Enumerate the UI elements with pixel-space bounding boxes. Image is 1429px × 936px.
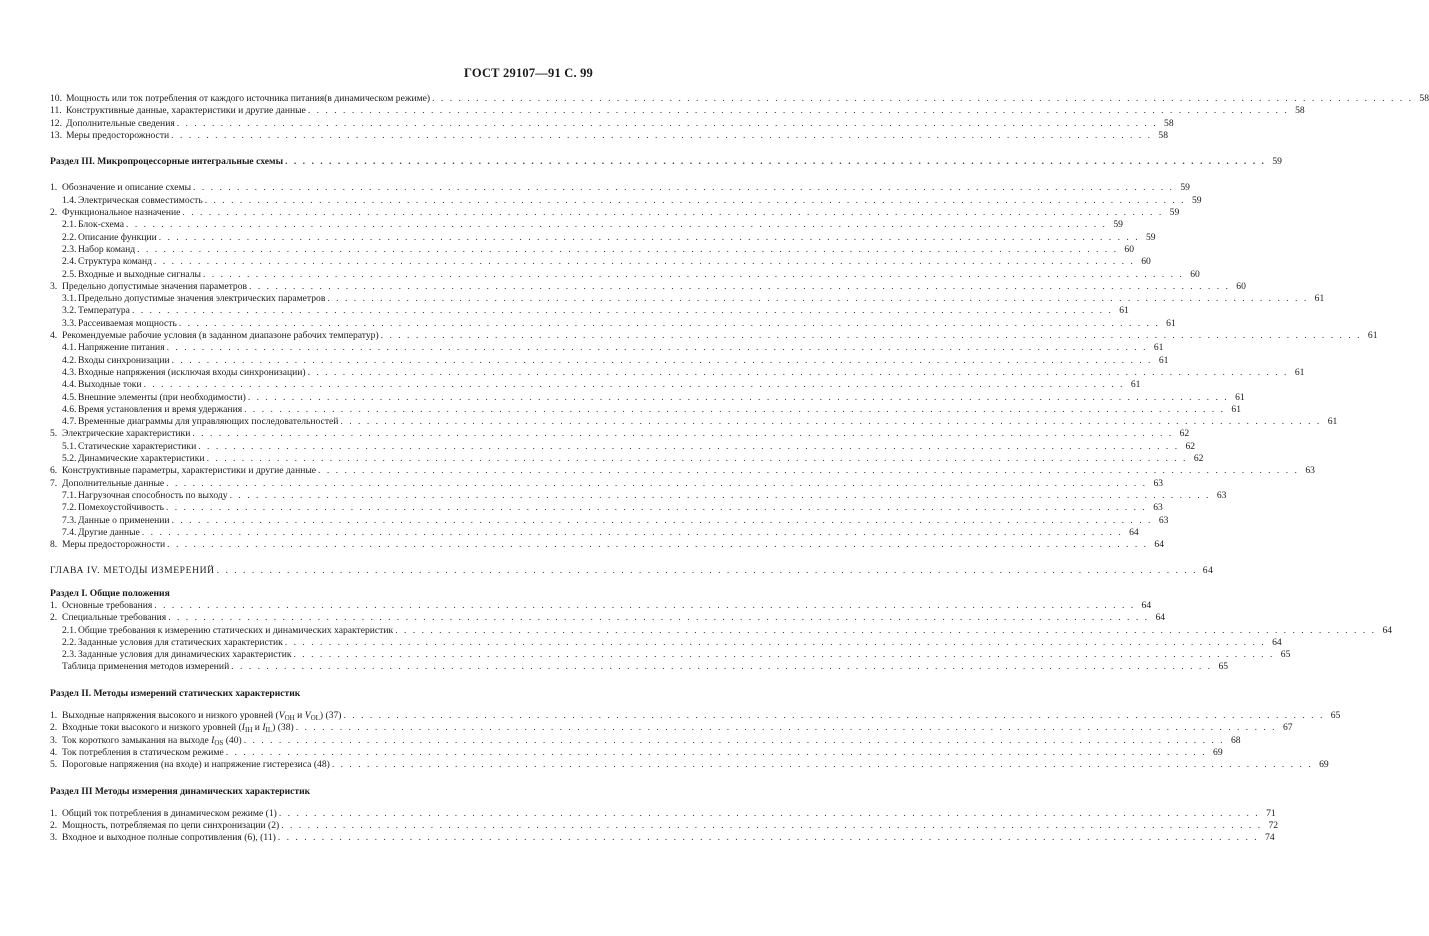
toc-entry-title: Общие требования к измерению статических и динамических характеристик — [78, 624, 394, 636]
toc-page-number: 59 — [1146, 231, 1156, 243]
toc-entry-number: 12. — [50, 117, 62, 129]
toc-section-heading — [50, 156, 1282, 168]
toc-leader-dots — [132, 305, 1113, 317]
toc-leader-dots — [172, 355, 1153, 367]
toc-leader-dots — [168, 612, 1149, 624]
toc-leader-dots — [318, 465, 1299, 477]
toc-entry-number: 4.7. — [62, 416, 77, 428]
toc-entry-number: 13. — [50, 129, 62, 141]
toc-entry-title: Предельно допустимые значения электрических параметров — [78, 293, 326, 305]
toc-entry-title: Основные требования — [62, 599, 153, 611]
variable-symbol: I — [262, 722, 266, 734]
toc-page-number: 61 — [1166, 317, 1176, 329]
toc-page-number: 64 — [1202, 565, 1214, 577]
subscript: IH — [245, 726, 253, 735]
toc-leader-dots — [207, 453, 1188, 465]
toc-entry-title: Заданные условия для статических характеристик — [78, 636, 283, 648]
toc-page-number: 74 — [1265, 832, 1275, 844]
toc-entry-number: 2.2. — [62, 231, 77, 243]
toc-entry — [50, 759, 1329, 771]
toc-entry — [50, 477, 1164, 490]
toc-entry-title: Входы синхронизации — [78, 354, 170, 366]
toc-entry-title — [62, 747, 224, 759]
toc-entry — [50, 93, 1429, 105]
toc-page-number: 61 — [1130, 379, 1141, 391]
toc-entry-title: Таблица применения методов измерений — [62, 661, 230, 673]
toc-entry-number: 4.4. — [62, 379, 77, 391]
toc-entry-title: Дополнительные данные — [62, 477, 165, 489]
toc-page-number: 58 — [1164, 117, 1174, 129]
toc-page-number: 60 — [1236, 280, 1246, 292]
toc-page-number: 58 — [1158, 129, 1169, 141]
toc-entry-title: Специальные требования — [62, 612, 167, 624]
toc-page-number: 61 — [1314, 293, 1325, 305]
toc-leader-dots — [177, 118, 1158, 130]
toc-page-number: 63 — [1305, 465, 1315, 477]
toc-entry — [50, 403, 1241, 416]
toc-entry-title: Временные диаграммы для управляющих последовательностей — [78, 416, 339, 428]
toc-entry-number: 5.2. — [62, 453, 77, 465]
toc-page-number: 59 — [1191, 194, 1202, 206]
toc-page-number: 61 — [1235, 391, 1245, 403]
toc-leader-dots — [166, 478, 1147, 490]
toc-page-number: 62 — [1185, 440, 1196, 452]
toc-leader-dots — [327, 293, 1308, 305]
toc-entry-number: 2.4. — [62, 256, 77, 268]
toc-page-number: 62 — [1193, 453, 1204, 465]
toc-leader-dots — [137, 244, 1118, 256]
toc-entry — [50, 194, 1202, 207]
toc-entry-number: 2.3. — [62, 649, 77, 661]
toc-page-number: 60 — [1190, 268, 1200, 280]
text-fragment: и — [252, 722, 263, 734]
text-fragment: Входные токи высокого и низкого уровней ( — [62, 722, 242, 734]
toc-page-number: 62 — [1179, 428, 1190, 440]
page-header: ГОСТ 29107—91 С. 99 — [464, 66, 593, 80]
toc-leader-dots — [332, 759, 1313, 771]
toc-entry — [50, 624, 1393, 637]
toc-entry — [50, 280, 1246, 293]
toc-entry-number: 2.5. — [62, 268, 77, 280]
toc-entry — [50, 293, 1325, 305]
toc-entry — [50, 391, 1245, 404]
toc-entry — [50, 832, 1275, 844]
toc-entry-title: Заданные условия для динамических характеристик — [78, 649, 292, 661]
toc-leader-dots — [154, 256, 1135, 268]
toc-leader-dots — [154, 600, 1135, 612]
toc-leader-dots — [244, 735, 1225, 747]
toc-entry — [50, 489, 1227, 502]
toc-entry-number: 11. — [50, 105, 62, 117]
toc-entry — [50, 105, 1305, 117]
toc-leader-dots — [294, 649, 1275, 661]
toc-entry-title: Предельно допустимые значения параметров — [62, 280, 248, 292]
toc-entry-number: 8. — [50, 539, 58, 551]
toc-chapter-heading — [50, 565, 1214, 577]
toc-leader-dots — [179, 318, 1160, 330]
toc-entry-title: Рекомендуемые рабочие условия (в заданном диапазоне рабочих температур) — [62, 330, 379, 342]
toc-entry — [50, 231, 1156, 244]
text-fragment: Выходные напряжения высокого и низкого уровней ( — [62, 710, 279, 722]
toc-page-number: 65 — [1330, 710, 1341, 722]
toc-leader-dots — [159, 232, 1140, 244]
toc-leader-dots — [279, 808, 1260, 820]
toc-block-3 — [50, 599, 1393, 674]
toc-leader-dots — [144, 379, 1125, 391]
toc-entry — [50, 117, 1174, 130]
toc-page-number: 63 — [1153, 477, 1164, 489]
toc-entry-title: Набор команд — [78, 243, 136, 255]
toc-entry-number: 4. — [50, 330, 58, 342]
toc-leader-dots — [166, 502, 1147, 514]
toc-page-number: 60 — [1141, 256, 1151, 268]
toc-page-number: 64 — [1154, 539, 1165, 551]
toc-page-number: 64 — [1141, 599, 1152, 611]
toc-chapter-title: ГЛАВА IV. МЕТОДЫ ИЗМЕРЕНИЙ — [50, 565, 215, 577]
toc-entry-title: Функциональное назначение — [62, 207, 181, 219]
toc-leader-dots — [432, 93, 1413, 105]
toc-page-number: 61 — [1158, 354, 1169, 366]
table-of-contents — [50, 93, 1429, 845]
toc-entry-number: 1. — [50, 182, 58, 194]
toc-entry-number: 3.2. — [62, 305, 77, 317]
toc-entry-title: Данные о применении — [78, 514, 170, 526]
toc-entry-title: Конструктивные данные, характеристики и другие данные — [66, 105, 306, 117]
toc-page-number: 64 — [1382, 624, 1393, 636]
toc-leader-dots — [167, 342, 1148, 354]
toc-entry-title: Выходные токи — [78, 379, 142, 391]
toc-entry — [50, 661, 1229, 673]
toc-leader-dots — [172, 515, 1153, 527]
toc-leader-dots — [308, 367, 1289, 379]
toc-entry — [50, 734, 1241, 747]
toc-entry-number: 2. — [50, 820, 58, 832]
toc-entry-title: Дополнительные сведения — [66, 117, 175, 129]
toc-page-number: 71 — [1266, 807, 1276, 819]
toc-entry-number: 4.6. — [62, 403, 77, 415]
toc-leader-dots — [296, 722, 1277, 734]
toc-entry-number: 1.4. — [62, 194, 77, 206]
toc-entry — [50, 305, 1129, 317]
toc-page-number: 63 — [1153, 502, 1163, 514]
toc-entry-title — [62, 710, 341, 722]
toc-entry-title: Меры предосторожности — [66, 129, 170, 141]
toc-entry — [50, 268, 1200, 281]
toc-leader-dots — [217, 565, 1198, 577]
toc-entry-number: 1. — [50, 807, 58, 819]
toc-page-number: 64 — [1155, 612, 1166, 624]
text-fragment: ) (37) — [319, 710, 342, 722]
toc-leader-dots — [167, 539, 1148, 551]
toc-entry-title — [62, 735, 242, 747]
toc-entry — [50, 807, 1276, 820]
toc-entry-title: Статические характеристики — [78, 440, 197, 452]
text-fragment: (40) — [223, 734, 242, 746]
toc-entry — [50, 746, 1223, 759]
toc-entry-number: 10. — [50, 93, 62, 104]
toc-entry-title: Блок-схема — [78, 219, 125, 231]
toc-entry-number: 7.2. — [62, 502, 77, 514]
toc-entry-number: 4.3. — [62, 366, 77, 378]
toc-page-number: 61 — [1153, 342, 1164, 354]
toc-leader-dots — [203, 269, 1184, 281]
toc-entry-title: Мощность, потребляемая по цепи синхронизации (2) — [62, 820, 280, 832]
toc-entry — [50, 820, 1279, 832]
toc-entry-number: 6. — [50, 465, 58, 477]
toc-entry-number: 4.1. — [62, 342, 77, 354]
toc-leader-dots — [193, 182, 1174, 194]
toc-entry — [50, 453, 1204, 465]
toc-entry-number: 2.2. — [62, 636, 77, 648]
toc-entry-number: 5. — [50, 759, 58, 771]
toc-page-number: 63 — [1158, 514, 1169, 526]
toc-page-number: 60 — [1124, 243, 1134, 255]
toc-page-number: 69 — [1213, 746, 1223, 758]
toc-entry — [50, 599, 1152, 612]
toc-entry — [50, 416, 1338, 428]
toc-entry-number: 4.2. — [62, 354, 77, 366]
toc-leader-dots — [231, 661, 1212, 673]
toc-entry — [50, 526, 1139, 539]
toc-entry-title: Входные напряжения (исключая входы синхронизации) — [78, 366, 306, 378]
toc-leader-dots — [395, 625, 1376, 637]
toc-entry-title: Внешние элементы (при необходимости) — [78, 391, 246, 403]
toc-entry — [50, 243, 1134, 256]
toc-entry — [50, 354, 1169, 367]
toc-entry — [50, 342, 1164, 354]
toc-leader-dots — [343, 710, 1324, 722]
variable-symbol: V — [304, 710, 311, 722]
toc-entry-number: 4.5. — [62, 391, 77, 403]
toc-entry-title — [62, 759, 330, 771]
toc-leader-dots — [244, 404, 1225, 416]
toc-page-number: 59 — [1113, 219, 1123, 231]
toc-entry — [50, 722, 1293, 735]
toc-entry-title: Конструктивные параметры, характеристики и другие данные — [62, 465, 317, 477]
toc-entry-title: Нагрузочная способность по выходу — [78, 489, 228, 501]
toc-page-number: 59 — [1272, 156, 1282, 168]
toc-section-heading: Раздел I. Общие положения — [50, 587, 170, 599]
toc-page-number: 59 — [1180, 182, 1190, 194]
text-fragment: Пороговые напряжения (на входе) и напряжение гистерезиса (48) — [62, 759, 330, 771]
toc-leader-dots — [126, 219, 1107, 231]
toc-entry-number: 3. — [50, 734, 58, 746]
toc-entry-title: Электрические характеристики — [62, 428, 191, 440]
toc-entry-title: Меры предосторожности — [62, 539, 166, 551]
toc-leader-dots — [340, 416, 1321, 428]
toc-entry-number: 2.1. — [62, 219, 77, 231]
toc-entry-number: 2. — [50, 207, 58, 219]
toc-page-number: 72 — [1268, 820, 1279, 832]
toc-entry-number: 2. — [50, 612, 58, 624]
toc-entry — [50, 514, 1169, 527]
toc-entry — [50, 379, 1141, 391]
toc-entry-number: 7.1. — [62, 489, 77, 501]
toc-page-number: 61 — [1367, 330, 1378, 342]
subscript: IL — [265, 726, 273, 735]
toc-page-number: 61 — [1119, 305, 1129, 317]
toc-page-number: 65 — [1280, 649, 1291, 661]
toc-entry — [50, 649, 1291, 661]
toc-entry-number: 7. — [50, 477, 58, 489]
toc-entry-number: 1. — [50, 710, 58, 722]
toc-entry-number: 2.1. — [62, 624, 77, 636]
toc-entry-number: 5. — [50, 428, 58, 440]
toc-page-number: 64 — [1272, 636, 1282, 648]
toc-entry-title — [62, 722, 294, 734]
toc-entry-title: Описание функции — [78, 231, 157, 243]
toc-leader-dots — [281, 820, 1262, 832]
toc-entry — [50, 317, 1176, 330]
toc-entry — [50, 636, 1282, 649]
toc-entry — [50, 219, 1123, 231]
toc-entry-title: Мощность или ток потребления от каждого источника питания(в динамическом режиме) — [66, 93, 431, 104]
toc-entry-title: Другие данные — [78, 526, 140, 538]
toc-page-number: 64 — [1129, 526, 1139, 538]
toc-page-number: 65 — [1218, 661, 1229, 673]
toc-entry-number: 3. — [50, 832, 58, 844]
toc-entry-title: Обозначение и описание схемы — [62, 182, 192, 194]
subscript: OL — [310, 714, 320, 723]
toc-leader-dots — [205, 195, 1186, 207]
toc-leader-dots — [198, 441, 1179, 453]
toc-entry-title: Динамические характеристики — [78, 453, 205, 465]
toc-section-heading: Раздел II. Методы измерений статических характеристик — [50, 687, 301, 699]
toc-block-2 — [50, 182, 1378, 551]
toc-leader-dots — [381, 330, 1362, 342]
toc-entry-number: 4. — [50, 746, 58, 758]
toc-page-number: 61 — [1231, 403, 1241, 415]
toc-entry-number: 7.3. — [62, 514, 77, 526]
toc-entry-title: Температура — [78, 305, 130, 317]
toc-section-title: Раздел III. Микропроцессорные интегральные схемы — [50, 156, 284, 168]
toc-section-heading: Раздел III Методы измерения динамических характеристик — [50, 785, 311, 797]
toc-block-5 — [50, 807, 1279, 845]
toc-page-number: 63 — [1216, 489, 1227, 501]
toc-leader-dots — [285, 156, 1266, 168]
toc-page-number: 68 — [1230, 734, 1241, 746]
toc-entry — [50, 207, 1180, 219]
toc-leader-dots — [192, 428, 1173, 440]
toc-entry-title: Электрическая совместимость — [78, 194, 203, 206]
toc-entry-number: 2. — [50, 722, 58, 734]
toc-entry — [50, 182, 1190, 194]
variable-symbol: V — [278, 710, 285, 722]
toc-block-1 — [50, 93, 1429, 142]
toc-page-number: 59 — [1169, 207, 1180, 219]
toc-entry — [50, 256, 1151, 268]
toc-entry — [50, 465, 1315, 477]
toc-leader-dots — [285, 637, 1266, 649]
toc-leader-dots — [171, 130, 1152, 142]
variable-symbol: I — [241, 722, 245, 734]
toc-leader-dots — [142, 527, 1123, 539]
toc-entry-title: Рассеиваемая мощность — [78, 317, 177, 329]
toc-entry — [50, 539, 1165, 551]
toc-entry-number: 2.3. — [62, 243, 77, 255]
toc-entry — [50, 366, 1305, 379]
subscript: OS — [214, 738, 224, 747]
toc-entry-title: Структура команд — [78, 256, 152, 268]
toc-leader-dots — [308, 105, 1289, 117]
toc-entry-number: 1. — [50, 599, 58, 611]
toc-entry-number: 3.3. — [62, 317, 77, 329]
toc-entry-number: 3. — [50, 280, 58, 292]
toc-entry — [50, 710, 1341, 723]
text-fragment: Ток короткого замыкания на выходе — [62, 734, 212, 746]
subscript: OH — [284, 714, 295, 723]
toc-entry — [50, 440, 1196, 453]
text-fragment: и — [294, 710, 305, 722]
text-fragment: Ток потребления в статическом режиме — [62, 746, 224, 758]
toc-page-number: 58 — [1295, 105, 1305, 117]
toc-leader-dots — [230, 490, 1211, 502]
toc-page-number: 61 — [1327, 416, 1338, 428]
toc-entry-title: Помехоустойчивость — [78, 502, 164, 514]
toc-entry-title: Общий ток потребления в динамическом режиме (1) — [62, 807, 277, 819]
toc-page-number: 61 — [1294, 366, 1305, 378]
toc-leader-dots — [226, 747, 1207, 759]
toc-entry-number: 5.1. — [62, 440, 77, 452]
toc-entry — [50, 129, 1169, 142]
toc-entry-number: 3.1. — [62, 293, 77, 305]
toc-entry-title: Входные и выходные сигналы — [78, 268, 201, 280]
toc-leader-dots — [249, 281, 1230, 293]
toc-page-number: 69 — [1319, 759, 1329, 771]
toc-entry-title: Входное и выходное полные сопротивления (6), (11) — [62, 832, 276, 844]
toc-entry — [50, 612, 1166, 624]
toc-entry-title: Время установления и время удержания — [78, 403, 243, 415]
variable-symbol: I — [211, 734, 215, 746]
toc-entry — [50, 502, 1163, 514]
toc-entry-number: 7.4. — [62, 526, 77, 538]
toc-block-4 — [50, 710, 1341, 771]
toc-page-number: 67 — [1282, 722, 1293, 734]
toc-leader-dots — [248, 392, 1229, 404]
text-fragment: ) (38) — [272, 722, 294, 734]
toc-leader-dots — [182, 207, 1163, 219]
toc-entry — [50, 428, 1190, 440]
toc-entry — [50, 330, 1378, 342]
toc-page-number: 58 — [1419, 93, 1429, 104]
toc-entry-title: Напряжение питания — [78, 342, 165, 354]
toc-leader-dots — [278, 832, 1259, 844]
